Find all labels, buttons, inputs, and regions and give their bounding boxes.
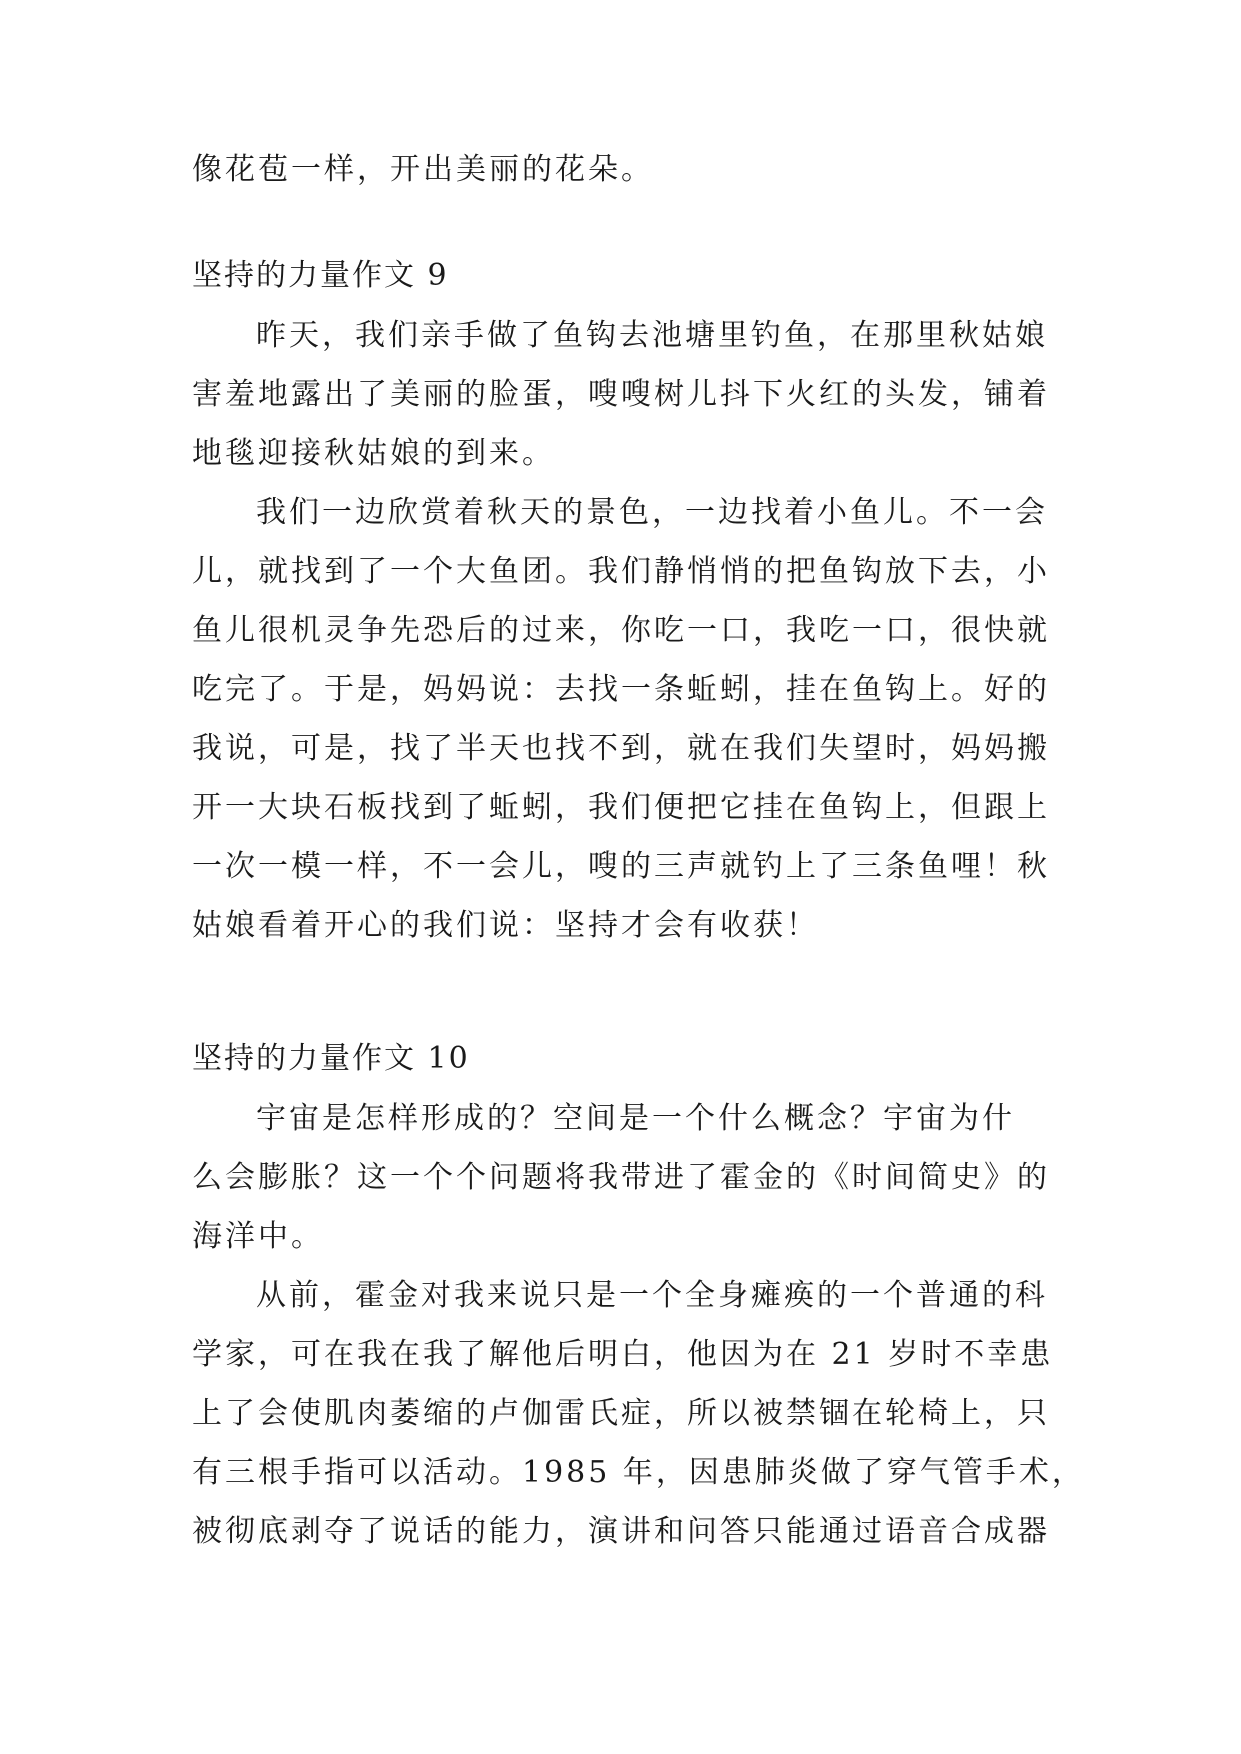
text-line: 学家，可在我在我了解他后明白，他因为在 21 岁时不幸患	[192, 1337, 1054, 1372]
text-line: 从前，霍金对我来说只是一个全身瘫痪的一个普通的科	[256, 1278, 1048, 1313]
text-line: 害羞地露出了美丽的脸蛋，嗖嗖树儿抖下火红的头发，铺着	[192, 377, 1050, 412]
text-line: 鱼儿很机灵争先恐后的过来，你吃一口，我吃一口，很快就	[192, 613, 1050, 648]
text-line: 昨天，我们亲手做了鱼钩去池塘里钓鱼，在那里秋姑娘	[256, 318, 1048, 353]
text-line: 我说，可是，找了半天也找不到，就在我们失望时，妈妈搬	[192, 731, 1050, 766]
text-line: 一次一模一样，不一会儿，嗖的三声就钓上了三条鱼哩！秋	[192, 849, 1050, 884]
essay-10-title: 坚持的力量作文 10	[192, 1041, 470, 1076]
text-line: 开一大块石板找到了蚯蚓，我们便把它挂在鱼钩上，但跟上	[192, 790, 1050, 825]
essay-9-body	[192, 316, 1062, 946]
text-line: 海洋中。	[192, 1219, 324, 1254]
text-line: 吃完了。于是，妈妈说：去找一条蚯蚓，挂在鱼钩上。好的	[192, 672, 1050, 707]
text-line: 么会膨胀？这一个个问题将我带进了霍金的《时间简史》的	[192, 1160, 1050, 1195]
essay-9	[192, 256, 1062, 946]
text-line: 地毯迎接秋姑娘的到来。	[192, 436, 555, 471]
text-line: 宇宙是怎样形成的？空间是一个什么概念？宇宙为什	[256, 1101, 1015, 1136]
text-line: 我们一边欣赏着秋天的景色，一边找着小鱼儿。不一会	[256, 495, 1048, 530]
essay-9-title: 坚持的力量作文 9	[192, 258, 449, 293]
text-line: 被彻底剥夺了说话的能力，演讲和问答只能通过语音合成器	[192, 1514, 1050, 1549]
intro-paragraph	[192, 150, 1062, 190]
text-line: 姑娘看着开心的我们说：坚持才会有收获！	[192, 908, 819, 943]
essay-10	[192, 1039, 1085, 1552]
text-line: 上了会使肌肉萎缩的卢伽雷氏症，所以被禁锢在轮椅上，只	[192, 1396, 1050, 1431]
intro-line: 像花苞一样，开出美丽的花朵。	[192, 152, 654, 187]
essay-10-body	[192, 1099, 1085, 1552]
text-line: 儿，就找到了一个大鱼团。我们静悄悄的把鱼钩放下去，小	[192, 554, 1050, 589]
text-line: 有三根手指可以活动。1985 年，因患肺炎做了穿气管手术，	[192, 1455, 1085, 1490]
